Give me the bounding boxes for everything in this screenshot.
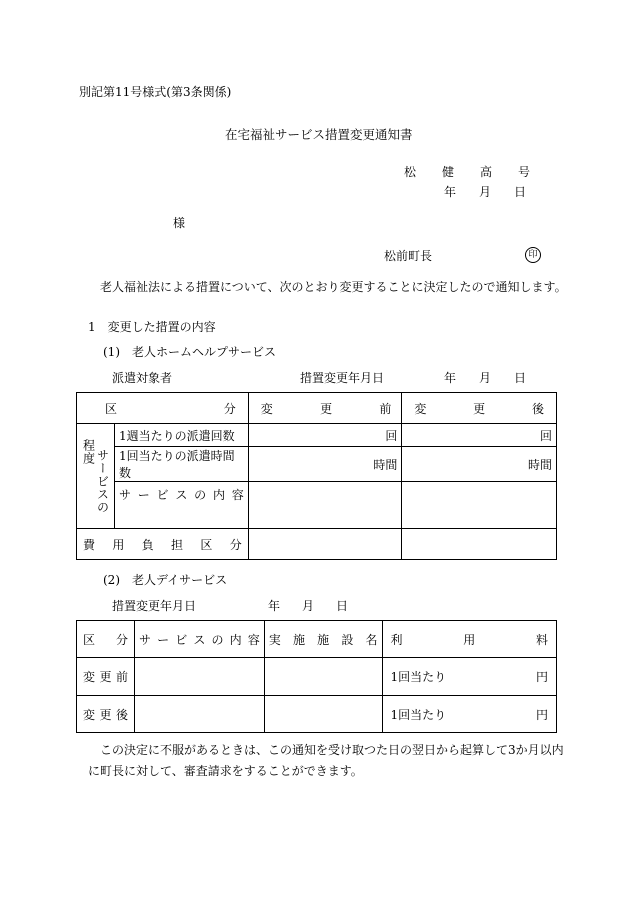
row-weekly-visits-after: 回: [402, 424, 557, 447]
daycare-change-date-fields: [268, 597, 348, 614]
row-service-content-after: [402, 482, 557, 529]
row-before-service: [134, 658, 264, 696]
dispatch-label: 派遣対象者: [112, 371, 173, 385]
row-after-service: [134, 696, 264, 733]
intro-text: 老人福祉法による措置について、次のとおり変更することに決定したので通知します。: [100, 280, 567, 294]
row-cost-burden-after: [402, 529, 557, 560]
issue-date: [444, 183, 526, 200]
date-year: 年: [444, 371, 457, 385]
row-before-label: 変 更 前: [77, 658, 135, 696]
homehelp-table: [76, 392, 557, 560]
date-month: 月: [478, 371, 491, 385]
addressee-suffix: 様: [173, 216, 186, 230]
header-service-content: サ ー ビ ス の 内 容: [134, 621, 264, 658]
document-number: [404, 163, 530, 180]
service-degree-label-a: 程度: [81, 438, 96, 465]
date-month: 月: [301, 599, 314, 613]
doc-number-char: 松: [404, 165, 417, 179]
service-degree-label-b: サービスの: [95, 448, 110, 514]
row-weekly-visits-label: 1週当たりの派遣回数: [114, 424, 248, 447]
header-category: 区 分: [77, 393, 249, 424]
header-after: 変 更 後: [402, 393, 557, 424]
change-date-fields: [444, 369, 526, 386]
date-year: 年: [444, 185, 457, 199]
service-degree-cell: [77, 424, 115, 529]
doc-number-char: 号: [517, 165, 530, 179]
row-after-label: 変 更 後: [77, 696, 135, 733]
appeal-notice-line2: に町長に対して、審査請求をすることができます。: [88, 764, 363, 778]
row-cost-burden-label: 費 用 負 担 区 分: [77, 529, 249, 560]
row-cost-burden-before: [248, 529, 402, 560]
row-before-fee: 1回当たり 円: [382, 658, 556, 696]
form-label: 別記第11号様式(第3条関係): [79, 85, 232, 99]
subsection2-heading: (2) 老人デイサービス: [103, 573, 228, 587]
row-after-fee: 1回当たり 円: [382, 696, 556, 733]
date-day: 日: [513, 371, 526, 385]
date-day: 日: [335, 599, 348, 613]
change-date-label: 措置変更年月日: [300, 371, 385, 385]
header-before: 変 更 前: [248, 393, 402, 424]
header-category: 区 分: [77, 621, 135, 658]
doc-number-char: 高: [479, 165, 492, 179]
row-weekly-visits-before: 回: [248, 424, 402, 447]
dayservice-table: [76, 620, 557, 733]
section1-heading: 1 変更した措置の内容: [88, 320, 216, 334]
header-facility-name: 実 施 施 設 名: [264, 621, 382, 658]
row-before-facility: [264, 658, 382, 696]
row-visit-hours-label: 1回当たりの派遣時間数: [114, 447, 248, 482]
document-title: 在宅福祉サービス措置変更通知書: [225, 127, 413, 142]
row-service-content-before: [248, 482, 402, 529]
appeal-notice-line1: この決定に不服があるときは、この通知を受け取つた日の翌日から起算して3か月以内: [100, 743, 564, 757]
daycare-change-date-label: 措置変更年月日: [112, 599, 197, 613]
row-visit-hours-before: 時間: [248, 447, 402, 482]
date-month: 月: [478, 185, 491, 199]
row-visit-hours-after: 時間: [402, 447, 557, 482]
row-service-content-label: サ ー ビ ス の 内 容: [114, 482, 248, 529]
header-fee: 利 用 料: [382, 621, 556, 658]
seal-stamp: 印: [525, 246, 541, 263]
row-after-facility: [264, 696, 382, 733]
date-year: 年: [268, 599, 281, 613]
doc-number-char: 健: [441, 165, 454, 179]
date-day: 日: [513, 185, 526, 199]
issuer: 松前町長: [384, 249, 433, 263]
subsection1-heading: (1) 老人ホームヘルプサービス: [103, 345, 276, 359]
